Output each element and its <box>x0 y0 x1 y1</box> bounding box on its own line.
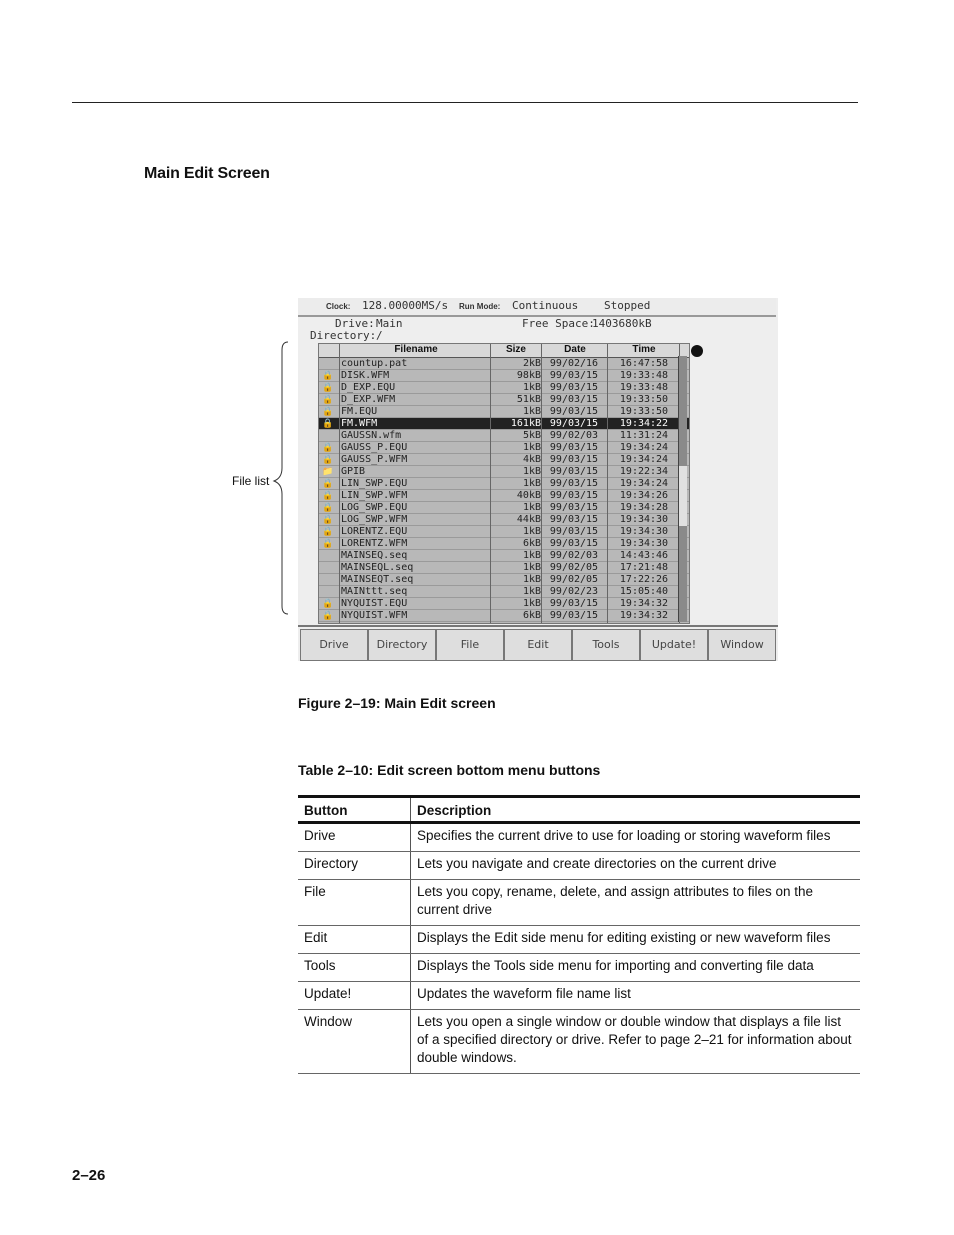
file-time: 19:34:30 <box>619 514 669 525</box>
clock-label: Clock: <box>326 302 351 311</box>
knob-indicator-icon <box>691 345 703 357</box>
lock-icon: 🔒 <box>322 599 334 609</box>
file-date: 99/02/05 <box>549 574 599 585</box>
free-space-value: 1403680kB <box>592 317 652 330</box>
file-time: 19:34:30 <box>619 526 669 537</box>
menu-button-tools[interactable]: Tools <box>572 629 640 661</box>
button-name-cell: Edit <box>298 926 411 954</box>
file-name: GPIB <box>341 466 366 477</box>
file-size: 1kB <box>522 586 541 597</box>
lock-icon: 🔒 <box>322 383 334 393</box>
file-name: LOG_SWP.WFM <box>341 514 408 525</box>
file-name: LIN_SWP.WFM <box>341 490 408 501</box>
lock-icon: 🔒 <box>322 371 334 381</box>
file-date: 99/02/03 <box>549 550 599 561</box>
file-name: LORENTZ.EQU <box>341 526 408 537</box>
file-name: LIN_SWP.EQU <box>341 478 408 489</box>
file-size: 1kB <box>522 550 541 561</box>
col-date[interactable]: Date <box>564 344 586 355</box>
file-list-scrollbar[interactable] <box>678 356 687 622</box>
section-title: Main Edit Screen <box>144 165 270 182</box>
file-date: 99/03/15 <box>549 466 599 477</box>
file-date: 99/03/15 <box>549 418 599 429</box>
description-cell: Lets you open a single window or double window that displays a file list of a specified directory or drive. Refer to page 2–21 for information about double windows. <box>411 1010 861 1074</box>
table-row <box>298 1010 860 1074</box>
file-date: 99/03/15 <box>549 454 599 465</box>
file-time: 11:31:24 <box>619 430 669 441</box>
file-name: NYQUIST.WFM <box>341 610 408 621</box>
file-row[interactable] <box>319 490 689 502</box>
file-date: 99/03/15 <box>549 442 599 453</box>
file-row[interactable] <box>319 418 689 430</box>
file-name: NYQUIST.EQU <box>341 598 408 609</box>
file-date: 99/03/15 <box>549 514 599 525</box>
file-name: LORENTZ.WFM <box>341 538 408 549</box>
top-rule <box>72 102 858 103</box>
file-date: 99/03/15 <box>549 406 599 417</box>
lock-icon: 🔒 <box>322 491 334 501</box>
file-time: 15:05:40 <box>619 586 669 597</box>
clock-value: 128.00000MS/s <box>362 299 449 312</box>
file-size: 6kB <box>522 538 541 549</box>
table-header-row <box>298 797 860 823</box>
file-time: 19:22:34 <box>619 466 669 477</box>
file-size: 1kB <box>522 442 541 453</box>
file-date: 99/03/15 <box>549 478 599 489</box>
file-date: 99/03/15 <box>549 382 599 393</box>
file-size: 51kB <box>516 394 541 405</box>
menu-button-update[interactable]: Update! <box>640 629 708 661</box>
file-name: GAUSSN.wfm <box>341 430 402 441</box>
file-time: 19:33:50 <box>619 406 669 417</box>
file-row[interactable] <box>319 574 689 586</box>
file-size: 2kB <box>522 358 541 369</box>
file-date: 99/03/15 <box>549 490 599 501</box>
file-row[interactable] <box>319 550 689 562</box>
file-date: 99/03/15 <box>549 526 599 537</box>
file-size: 6kB <box>522 610 541 621</box>
run-mode-value: Continuous <box>512 299 579 312</box>
file-row[interactable] <box>319 526 689 538</box>
file-list-header <box>319 344 689 358</box>
lock-icon: 🔒 <box>322 611 334 621</box>
lock-icon: 🔒 <box>322 479 334 489</box>
file-name: DISK.WFM <box>341 370 390 381</box>
file-date: 99/03/15 <box>549 610 599 621</box>
file-time: 19:34:24 <box>619 442 669 453</box>
col-filename[interactable]: Filename <box>394 344 438 355</box>
col-divider <box>339 344 340 623</box>
button-name-cell: Tools <box>298 954 411 982</box>
brace-icon <box>270 340 290 616</box>
file-name: MAINttt.seq <box>341 586 408 597</box>
file-time: 19:34:24 <box>619 454 669 465</box>
table-row <box>298 880 860 926</box>
description-cell: Displays the Tools side menu for importing and converting file data <box>411 954 861 982</box>
directory-value: / <box>376 329 383 342</box>
table-row <box>298 954 860 982</box>
file-size: 44kB <box>516 514 541 525</box>
file-row[interactable] <box>319 502 689 514</box>
file-row[interactable] <box>319 478 689 490</box>
file-size: 98kB <box>516 370 541 381</box>
file-name: FM.WFM <box>341 418 378 429</box>
lock-icon: 🔒 <box>322 515 334 525</box>
main-edit-screen <box>298 298 778 661</box>
file-row[interactable] <box>319 586 689 598</box>
file-rows <box>319 358 689 622</box>
file-time: 19:34:22 <box>619 418 669 429</box>
file-row[interactable] <box>319 394 689 406</box>
lock-icon: 📁 <box>322 467 334 477</box>
file-size: 1kB <box>522 598 541 609</box>
file-row[interactable] <box>319 610 689 622</box>
menu-button-drive[interactable]: Drive <box>300 629 368 661</box>
free-space-label: Free Space: <box>522 317 595 330</box>
file-size: 1kB <box>522 502 541 513</box>
file-row[interactable] <box>319 466 689 478</box>
file-time: 14:43:46 <box>619 550 669 561</box>
file-name: MAINSEQ.seq <box>341 550 408 561</box>
file-name: GAUSS_P.EQU <box>341 442 408 453</box>
file-row[interactable] <box>319 514 689 526</box>
button-name-cell: Update! <box>298 982 411 1010</box>
file-date: 99/02/03 <box>549 430 599 441</box>
menu-button-file[interactable]: File <box>436 629 504 661</box>
file-size: 1kB <box>522 466 541 477</box>
menu-button-directory[interactable]: Directory <box>368 629 436 661</box>
lock-icon: 🔒 <box>322 395 334 405</box>
file-row[interactable] <box>319 442 689 454</box>
table-body <box>298 823 860 1074</box>
description-cell: Displays the Edit side menu for editing existing or new waveform files <box>411 926 861 954</box>
description-cell: Updates the waveform file name list <box>411 982 861 1010</box>
drive-value: Main <box>376 317 403 330</box>
col-time[interactable]: Time <box>632 344 656 355</box>
page-number: 2–26 <box>72 1167 106 1184</box>
file-row[interactable] <box>319 382 689 394</box>
button-name-cell: Window <box>298 1010 411 1074</box>
file-size: 1kB <box>522 382 541 393</box>
col-divider <box>607 344 608 623</box>
file-time: 19:34:32 <box>619 598 669 609</box>
file-list-callout: File list <box>232 474 270 488</box>
table-caption: Table 2–10: Edit screen bottom menu buttons <box>298 762 601 778</box>
col-divider <box>490 344 491 623</box>
file-row[interactable] <box>319 538 689 550</box>
file-name: FM.EQU <box>341 406 378 417</box>
run-state: Stopped <box>604 299 651 312</box>
file-size: 1kB <box>522 406 541 417</box>
file-time: 19:34:26 <box>619 490 669 501</box>
menu-button-window[interactable]: Window <box>708 629 776 661</box>
table-row <box>298 982 860 1010</box>
lock-icon: 🔒 <box>322 407 334 417</box>
file-time: 19:33:48 <box>619 370 669 381</box>
lock-icon: 🔒 <box>322 419 334 429</box>
lock-icon: 🔒 <box>322 503 334 513</box>
table-row <box>298 852 860 880</box>
file-time: 16:47:58 <box>619 358 669 369</box>
file-date: 99/02/05 <box>549 562 599 573</box>
table-row <box>298 926 860 954</box>
file-name: GAUSS_P.WFM <box>341 454 408 465</box>
table-row <box>298 823 860 852</box>
header-description: Description <box>411 797 861 823</box>
lock-icon: 🔒 <box>322 527 334 537</box>
file-size: 1kB <box>522 562 541 573</box>
menu-buttons-table <box>298 795 860 1074</box>
lock-icon: 🔒 <box>322 455 334 465</box>
file-time: 19:34:24 <box>619 478 669 489</box>
file-time: 19:33:48 <box>619 382 669 393</box>
file-time: 19:34:30 <box>619 538 669 549</box>
file-size: 5kB <box>522 430 541 441</box>
file-name: MAINSEQL.seq <box>341 562 414 573</box>
col-divider <box>541 344 542 623</box>
file-time: 19:34:32 <box>619 610 669 621</box>
lock-icon: 🔒 <box>322 539 334 549</box>
file-time: 17:21:48 <box>619 562 669 573</box>
file-size: 161kB <box>510 418 541 429</box>
file-size: 1kB <box>522 574 541 585</box>
directory-label: Directory: <box>310 329 377 342</box>
button-name-cell: Directory <box>298 852 411 880</box>
file-row[interactable] <box>319 598 689 610</box>
file-date: 99/02/23 <box>549 586 599 597</box>
file-name: countup.pat <box>341 358 408 369</box>
file-name: LOG_SWP.EQU <box>341 502 408 513</box>
header-button: Button <box>298 797 411 823</box>
file-date: 99/03/15 <box>549 394 599 405</box>
file-name: MAINSEQT.seq <box>341 574 414 585</box>
lock-icon: 🔒 <box>322 443 334 453</box>
figure-caption: Figure 2–19: Main Edit screen <box>298 695 496 711</box>
file-date: 99/03/15 <box>549 370 599 381</box>
file-date: 99/03/15 <box>549 598 599 609</box>
file-row[interactable] <box>319 562 689 574</box>
file-size: 4kB <box>522 454 541 465</box>
scroll-thumb[interactable] <box>679 466 687 526</box>
file-size: 1kB <box>522 526 541 537</box>
file-date: 99/03/15 <box>549 502 599 513</box>
menu-button-edit[interactable]: Edit <box>504 629 572 661</box>
button-name-cell: File <box>298 880 411 926</box>
file-name: D_EXP.WFM <box>341 394 396 405</box>
file-row[interactable] <box>319 430 689 442</box>
file-row[interactable] <box>319 358 689 370</box>
file-list[interactable] <box>318 343 690 624</box>
drive-label: Drive: <box>335 317 375 330</box>
file-time: 19:33:50 <box>619 394 669 405</box>
file-time: 17:22:26 <box>619 574 669 585</box>
file-row[interactable] <box>319 370 689 382</box>
status-bar <box>298 298 776 317</box>
run-mode-label: Run Mode: <box>459 302 501 311</box>
col-size[interactable]: Size <box>505 344 526 355</box>
file-date: 99/02/16 <box>549 358 599 369</box>
file-row[interactable] <box>319 406 689 418</box>
file-size: 40kB <box>516 490 541 501</box>
file-name: D_EXP.EQU <box>341 382 396 393</box>
file-date: 99/03/15 <box>549 538 599 549</box>
bottom-menu-bar <box>298 625 778 661</box>
description-cell: Lets you copy, rename, delete, and assign attributes to files on the current drive <box>411 880 861 926</box>
file-size: 1kB <box>522 478 541 489</box>
file-row[interactable] <box>319 454 689 466</box>
description-cell: Lets you navigate and create directories on the current drive <box>411 852 861 880</box>
description-cell: Specifies the current drive to use for loading or storing waveform files <box>411 823 861 852</box>
file-time: 19:34:28 <box>619 502 669 513</box>
button-name-cell: Drive <box>298 823 411 852</box>
